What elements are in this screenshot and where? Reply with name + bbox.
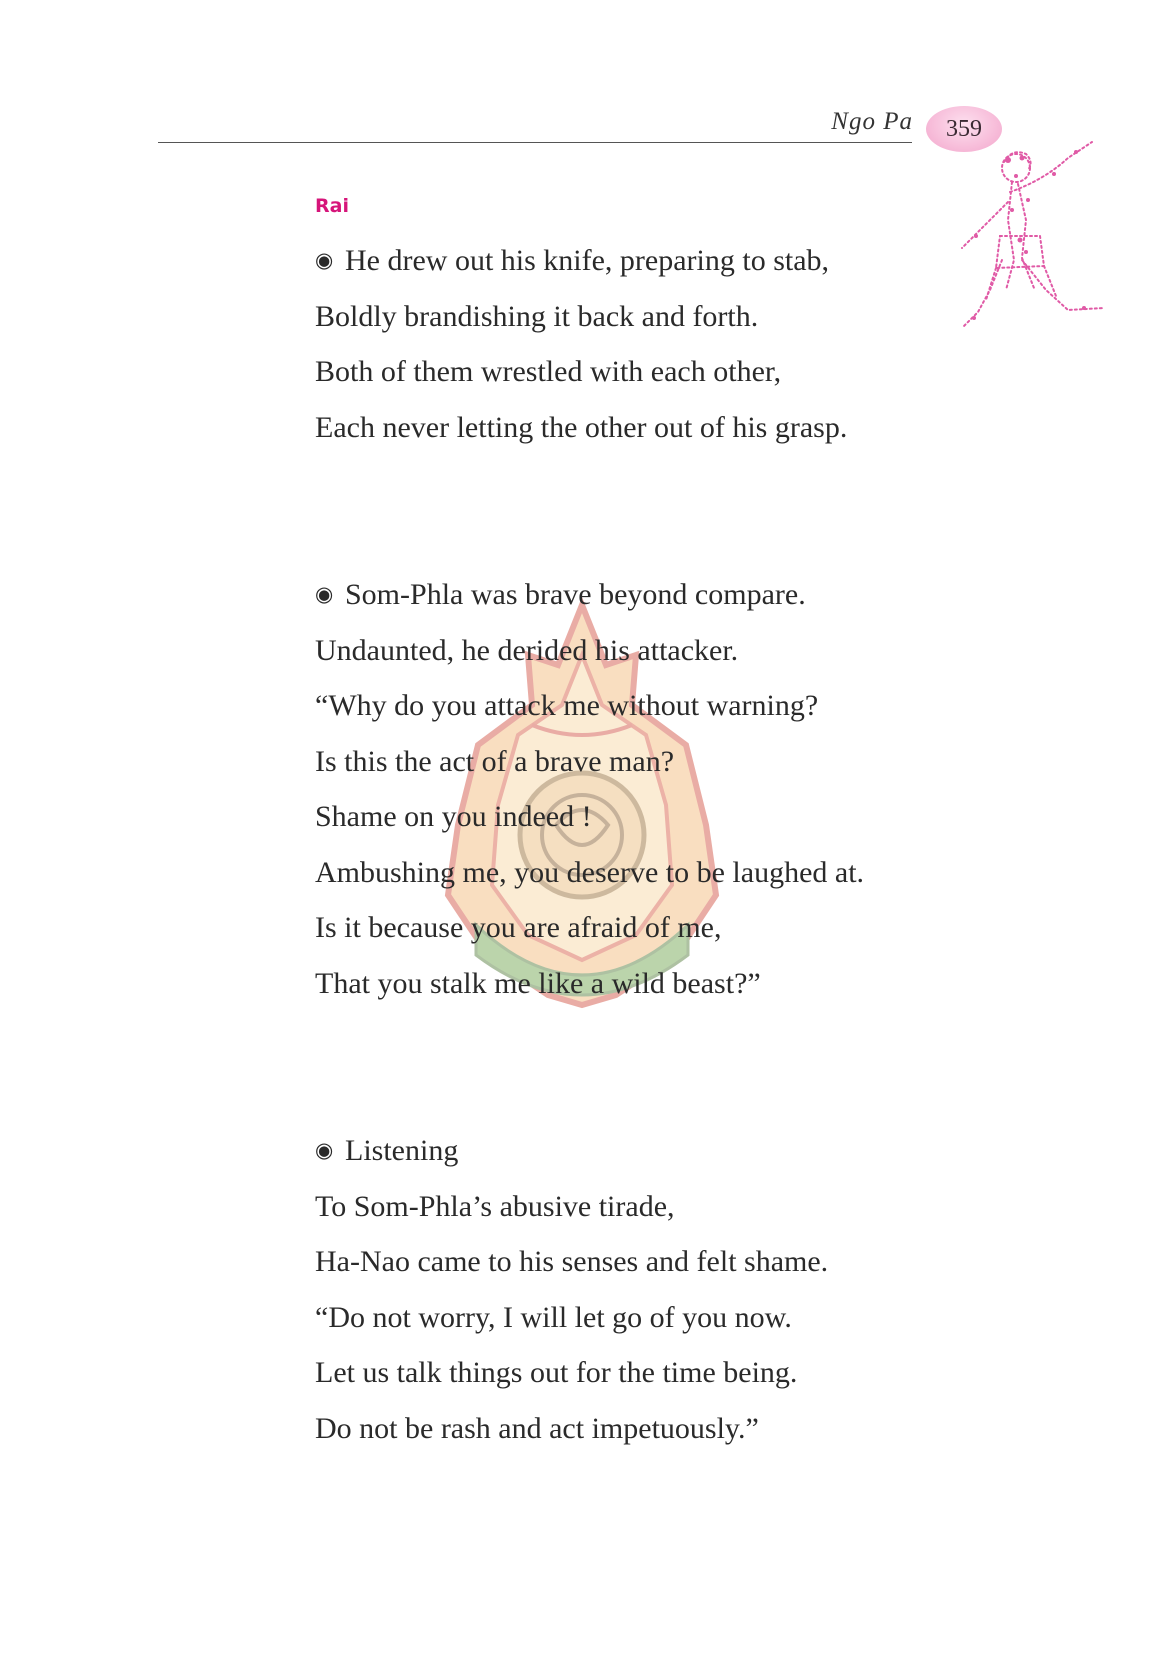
verse-line: Undaunted, he derided his attacker.: [315, 633, 739, 667]
verse-line: “Do not worry, I will let go of you now.: [315, 1300, 792, 1334]
verse-line: Is it because you are afraid of me,: [315, 911, 722, 944]
verse-line: ◉ He drew out his knife, preparing to stab,: [315, 233, 847, 289]
verse-line: Let us talk things out for the time being.: [315, 1356, 798, 1389]
verse-line: Ambushing me, you deserve to be laughed at.: [315, 855, 865, 889]
verse-line: Both of them wrestled with each other,: [315, 355, 782, 388]
bullet-icon: ◉: [315, 582, 334, 606]
section-label: Rai: [315, 195, 349, 217]
verse-line: Shame on you indeed !: [315, 800, 592, 833]
bullet-icon: ◉: [315, 248, 334, 272]
verse-line: To Som-Phla’s abusive tirade,: [315, 1189, 675, 1223]
verse-line: Ha-Nao came to his senses and felt shame.: [315, 1245, 829, 1278]
verse-line: Boldly brandishing it back and forth.: [315, 299, 759, 333]
verse-line: “Why do you attack me without warning?: [315, 689, 819, 722]
stanza-1: [315, 233, 847, 455]
verse-line: Do not be rash and act impetuously.”: [315, 1411, 759, 1445]
verse-line: ◉ Listening: [315, 1123, 828, 1179]
bullet-icon: ◉: [315, 1138, 334, 1162]
verse-line: Each never letting the other out of his grasp.: [315, 410, 848, 444]
running-title: Ngo Pa: [831, 108, 913, 135]
header-rule: [158, 142, 912, 143]
verse-line: Is this the act of a brave man?: [315, 744, 675, 778]
verse-line: That you stalk me like a wild beast?”: [315, 966, 761, 1000]
page-number: 359: [946, 115, 982, 142]
stanza-2: [315, 567, 864, 1011]
verse-line: ◉ Som-Phla was brave beyond compare.: [315, 567, 864, 623]
stanza-3: [315, 1123, 828, 1456]
dancer-illustration: [956, 140, 1116, 345]
